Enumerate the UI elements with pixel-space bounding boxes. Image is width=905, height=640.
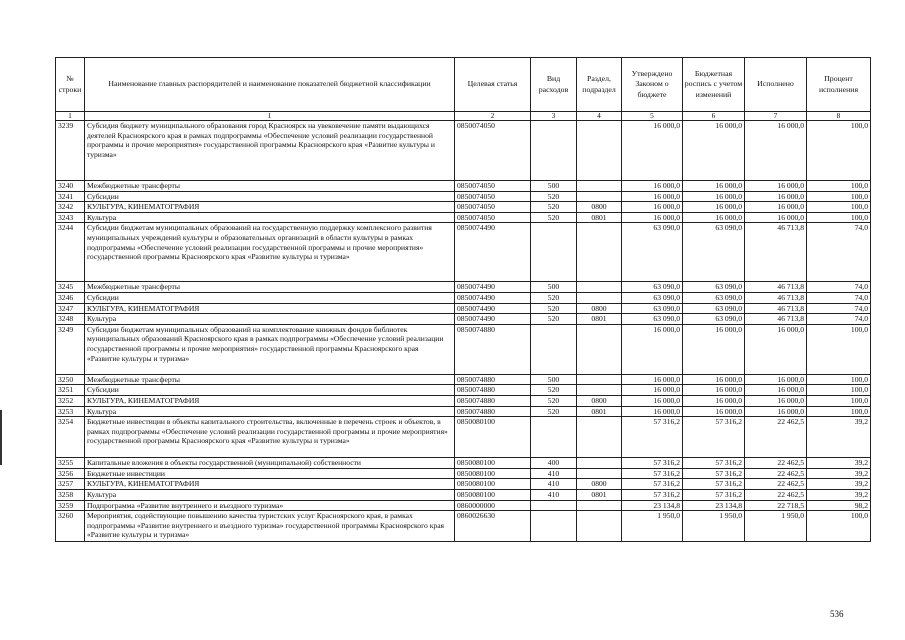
row-executed: 16 000,0: [745, 202, 807, 213]
row-approved: 63 090,0: [622, 223, 683, 282]
row-executed: 46 713,8: [745, 282, 807, 293]
row-section: [577, 374, 622, 385]
row-target-code: 0860000000: [455, 500, 531, 511]
row-number: 3249: [56, 324, 85, 374]
budget-execution-table: [55, 57, 871, 542]
row-number: 3241: [56, 191, 85, 202]
table-row: [56, 191, 871, 202]
row-name: КУЛЬТУРА, КИНЕМАТОГРАФИЯ: [85, 395, 455, 406]
row-number: 3246: [56, 292, 85, 303]
row-percent: 100,0: [807, 121, 871, 181]
column-number: 7: [745, 112, 807, 121]
row-percent: 100,0: [807, 385, 871, 396]
row-approved: 57 316,2: [622, 489, 683, 500]
header-percent: Процент исполнения: [807, 58, 871, 112]
row-name: Капитальные вложения в объекты государственной (муниципальной) собственности: [85, 458, 455, 469]
row-executed: 22 462,5: [745, 468, 807, 479]
row-section: [577, 181, 622, 192]
row-approved: 63 090,0: [622, 314, 683, 325]
table-row: [56, 324, 871, 374]
row-percent: 74,0: [807, 303, 871, 314]
row-expense-type: [531, 417, 577, 458]
row-approved: 16 000,0: [622, 374, 683, 385]
row-budget-schedule: 16 000,0: [683, 374, 745, 385]
table-row: [56, 212, 871, 223]
row-target-code: 0850074880: [455, 374, 531, 385]
table-row: [56, 181, 871, 192]
row-executed: 16 000,0: [745, 121, 807, 181]
row-name: Мероприятия, содействующие повышению качества туристских услуг Красноярского края, в рамках подпрограммы «Развитие внутреннего и въездного туризма» государственной программы Красноярского края «Развитие культуры и туризма»: [85, 511, 455, 542]
row-approved: 16 000,0: [622, 202, 683, 213]
row-name: Бюджетные инвестиции в объекты капитального строительства, включенные в перечень строек и объектов, в рамках подпрограммы «Обеспечение условий реализации государственной программы и прочие мероприятия» государственной программы Красноярского края «Развитие культуры и туризма»: [85, 417, 455, 458]
row-section: [577, 417, 622, 458]
row-percent: 100,0: [807, 324, 871, 374]
row-number: 3258: [56, 489, 85, 500]
column-number: 1: [56, 112, 85, 121]
row-percent: 100,0: [807, 406, 871, 417]
row-target-code: 0860026630: [455, 511, 531, 542]
row-percent: 39,2: [807, 489, 871, 500]
row-executed: 22 462,5: [745, 479, 807, 490]
row-name: Субсидии: [85, 292, 455, 303]
row-budget-schedule: 16 000,0: [683, 395, 745, 406]
row-approved: 63 090,0: [622, 303, 683, 314]
row-section: [577, 223, 622, 282]
row-number: 3242: [56, 202, 85, 213]
row-name: Субсидии бюджетам муниципальных образований на государственную поддержку комплексного развития муниципальных учреждений культуры и образовательных организаций в области культуры в рамках подпрограммы «Обеспечение условий реализации государственной программы и прочие мероприятия» государственной программы Красноярского края «Развитие культуры и туризма»: [85, 223, 455, 282]
row-target-code: 0850080100: [455, 417, 531, 458]
row-percent: 100,0: [807, 202, 871, 213]
header-row-number: № строки: [56, 58, 85, 112]
row-percent: 74,0: [807, 292, 871, 303]
row-percent: 98,2: [807, 500, 871, 511]
row-name: Культура: [85, 406, 455, 417]
row-approved: 63 090,0: [622, 282, 683, 293]
row-target-code: 0850074490: [455, 314, 531, 325]
row-percent: 74,0: [807, 314, 871, 325]
row-expense-type: [531, 511, 577, 542]
table-row: [56, 479, 871, 490]
row-section: 0800: [577, 479, 622, 490]
row-executed: 16 000,0: [745, 181, 807, 192]
row-executed: 16 000,0: [745, 385, 807, 396]
row-section: [577, 500, 622, 511]
row-section: 0800: [577, 202, 622, 213]
row-executed: 1 950,0: [745, 511, 807, 542]
row-approved: 16 000,0: [622, 406, 683, 417]
row-section: 0801: [577, 489, 622, 500]
header-expense-type: Вид расходов: [531, 58, 577, 112]
row-executed: 22 462,5: [745, 489, 807, 500]
row-expense-type: 520: [531, 212, 577, 223]
row-expense-type: 410: [531, 489, 577, 500]
row-executed: 16 000,0: [745, 395, 807, 406]
row-budget-schedule: 57 316,2: [683, 458, 745, 469]
table-row: [56, 468, 871, 479]
row-target-code: 0850074880: [455, 406, 531, 417]
table-row: [56, 395, 871, 406]
row-percent: 39,2: [807, 417, 871, 458]
row-expense-type: [531, 324, 577, 374]
row-target-code: 0850080100: [455, 458, 531, 469]
row-executed: 46 713,8: [745, 223, 807, 282]
table-row: [56, 223, 871, 282]
table-row: [56, 511, 871, 542]
row-percent: 39,2: [807, 468, 871, 479]
row-executed: 22 462,5: [745, 458, 807, 469]
row-budget-schedule: 16 000,0: [683, 212, 745, 223]
row-name: Культура: [85, 314, 455, 325]
row-approved: 16 000,0: [622, 181, 683, 192]
row-expense-type: 500: [531, 282, 577, 293]
row-number: 3254: [56, 417, 85, 458]
row-executed: 16 000,0: [745, 324, 807, 374]
column-number: 1: [85, 112, 455, 121]
row-approved: 57 316,2: [622, 458, 683, 469]
row-budget-schedule: 16 000,0: [683, 324, 745, 374]
column-number: 8: [807, 112, 871, 121]
row-name: Культура: [85, 489, 455, 500]
column-number: 4: [577, 112, 622, 121]
row-budget-schedule: 16 000,0: [683, 121, 745, 181]
row-expense-type: [531, 121, 577, 181]
row-section: [577, 121, 622, 181]
row-executed: 16 000,0: [745, 374, 807, 385]
table-row: [56, 282, 871, 293]
row-target-code: 0850074050: [455, 181, 531, 192]
row-name: Межбюджетные трансферты: [85, 282, 455, 293]
row-approved: 57 316,2: [622, 479, 683, 490]
row-number: 3240: [56, 181, 85, 192]
row-expense-type: 400: [531, 458, 577, 469]
row-number: 3247: [56, 303, 85, 314]
row-expense-type: 520: [531, 314, 577, 325]
row-budget-schedule: 57 316,2: [683, 489, 745, 500]
row-number: 3244: [56, 223, 85, 282]
row-name: Культура: [85, 212, 455, 223]
header-target-code: Целевая статья: [455, 58, 531, 112]
row-section: [577, 511, 622, 542]
row-expense-type: 520: [531, 406, 577, 417]
row-section: [577, 292, 622, 303]
row-budget-schedule: 57 316,2: [683, 468, 745, 479]
row-name: КУЛЬТУРА, КИНЕМАТОГРАФИЯ: [85, 479, 455, 490]
row-budget-schedule: 63 090,0: [683, 282, 745, 293]
table-row: [56, 385, 871, 396]
row-percent: 74,0: [807, 282, 871, 293]
table-header-row: [56, 58, 871, 112]
row-executed: 22 462,5: [745, 417, 807, 458]
row-number: 3252: [56, 395, 85, 406]
row-number: 3248: [56, 314, 85, 325]
header-section: Раздел, подраздел: [577, 58, 622, 112]
row-target-code: 0850074880: [455, 385, 531, 396]
table-row: [56, 202, 871, 213]
row-executed: 16 000,0: [745, 212, 807, 223]
table-row: [56, 417, 871, 458]
row-target-code: 0850080100: [455, 468, 531, 479]
column-number: 3: [531, 112, 577, 121]
row-number: 3250: [56, 374, 85, 385]
row-percent: 100,0: [807, 191, 871, 202]
row-expense-type: 500: [531, 181, 577, 192]
row-budget-schedule: 16 000,0: [683, 191, 745, 202]
row-expense-type: 520: [531, 303, 577, 314]
row-executed: 16 000,0: [745, 191, 807, 202]
row-number: 3260: [56, 511, 85, 542]
row-target-code: 0850074490: [455, 223, 531, 282]
row-percent: 74,0: [807, 223, 871, 282]
row-budget-schedule: 63 090,0: [683, 292, 745, 303]
header-approved: Утверждено Законом о бюджете: [622, 58, 683, 112]
row-number: 3239: [56, 121, 85, 181]
row-budget-schedule: 16 000,0: [683, 181, 745, 192]
header-name: Наименование главных распорядителей и наименование показателей бюджетной классификации: [85, 58, 455, 112]
table-row: [56, 303, 871, 314]
row-target-code: 0850074490: [455, 292, 531, 303]
row-approved: 57 316,2: [622, 468, 683, 479]
row-target-code: 0850074880: [455, 324, 531, 374]
column-number-row: [56, 112, 871, 121]
row-expense-type: [531, 223, 577, 282]
table-row: [56, 314, 871, 325]
row-section: [577, 282, 622, 293]
row-expense-type: [531, 500, 577, 511]
row-expense-type: 500: [531, 374, 577, 385]
table-row: [56, 121, 871, 181]
row-approved: 16 000,0: [622, 121, 683, 181]
row-target-code: 0850074050: [455, 202, 531, 213]
table-row: [56, 292, 871, 303]
row-name: Межбюджетные трансферты: [85, 181, 455, 192]
row-percent: 39,2: [807, 458, 871, 469]
row-target-code: 0850080100: [455, 489, 531, 500]
row-section: 0800: [577, 303, 622, 314]
row-target-code: 0850074050: [455, 191, 531, 202]
row-expense-type: 410: [531, 468, 577, 479]
table-row: [56, 458, 871, 469]
row-approved: 57 316,2: [622, 417, 683, 458]
row-executed: 16 000,0: [745, 406, 807, 417]
row-target-code: 0850080100: [455, 479, 531, 490]
row-section: [577, 458, 622, 469]
row-approved: 63 090,0: [622, 292, 683, 303]
row-target-code: 0850074490: [455, 282, 531, 293]
row-approved: 16 000,0: [622, 191, 683, 202]
row-percent: 100,0: [807, 511, 871, 542]
row-section: [577, 385, 622, 396]
row-percent: 100,0: [807, 395, 871, 406]
row-target-code: 0850074050: [455, 121, 531, 181]
column-number: 2: [455, 112, 531, 121]
column-number: 6: [683, 112, 745, 121]
row-executed: 46 713,8: [745, 292, 807, 303]
table-row: [56, 374, 871, 385]
row-percent: 100,0: [807, 374, 871, 385]
row-executed: 46 713,8: [745, 314, 807, 325]
row-section: 0800: [577, 395, 622, 406]
row-name: Бюджетные инвестиции: [85, 468, 455, 479]
row-target-code: 0850074490: [455, 303, 531, 314]
row-name: КУЛЬТУРА, КИНЕМАТОГРАФИЯ: [85, 202, 455, 213]
row-expense-type: 520: [531, 191, 577, 202]
row-percent: 100,0: [807, 212, 871, 223]
row-approved: 1 950,0: [622, 511, 683, 542]
row-expense-type: 520: [531, 395, 577, 406]
row-number: 3259: [56, 500, 85, 511]
row-budget-schedule: 23 134,8: [683, 500, 745, 511]
row-section: [577, 191, 622, 202]
row-approved: 16 000,0: [622, 385, 683, 396]
row-approved: 23 134,8: [622, 500, 683, 511]
row-percent: 100,0: [807, 181, 871, 192]
header-budget-schedule: Бюджетная роспись с учетом изменений: [683, 58, 745, 112]
row-section: [577, 324, 622, 374]
row-number: 3243: [56, 212, 85, 223]
row-section: 0801: [577, 212, 622, 223]
row-number: 3256: [56, 468, 85, 479]
row-name: Субсидии: [85, 191, 455, 202]
row-name: КУЛЬТУРА, КИНЕМАТОГРАФИЯ: [85, 303, 455, 314]
row-executed: 22 718,5: [745, 500, 807, 511]
row-name: Субсидия бюджету муниципального образования город Красноярск на увековечение памяти выдающихся деятелей Красноярского края в рамках подпрограммы «Обеспечение условий реализации государственной программы и прочие мероприятия» государственной программы Красноярского края «Развитие культуры и туризма»: [85, 121, 455, 181]
row-number: 3257: [56, 479, 85, 490]
scan-edge-mark: [0, 410, 2, 465]
row-name: Субсидии бюджетам муниципальных образований на комплектование книжных фондов библиотек муниципальных образований Красноярского края в рамках подпрограммы «Обеспечение условий реализации государственной программы и прочие мероприятия» государственной программы Красноярского края «Развитие культуры и туризма»: [85, 324, 455, 374]
row-expense-type: 520: [531, 385, 577, 396]
row-budget-schedule: 57 316,2: [683, 417, 745, 458]
row-section: 0801: [577, 406, 622, 417]
row-expense-type: 520: [531, 202, 577, 213]
header-executed: Исполнено: [745, 58, 807, 112]
row-budget-schedule: 16 000,0: [683, 406, 745, 417]
row-expense-type: 520: [531, 292, 577, 303]
row-approved: 16 000,0: [622, 324, 683, 374]
row-budget-schedule: 16 000,0: [683, 385, 745, 396]
row-approved: 16 000,0: [622, 212, 683, 223]
row-approved: 16 000,0: [622, 395, 683, 406]
row-name: Субсидии: [85, 385, 455, 396]
page-number: 536: [830, 609, 844, 619]
row-name: Подпрограмма «Развитие внутреннего и въездного туризма»: [85, 500, 455, 511]
row-number: 3253: [56, 406, 85, 417]
table-row: [56, 500, 871, 511]
row-percent: 39,2: [807, 479, 871, 490]
row-budget-schedule: 63 090,0: [683, 223, 745, 282]
row-budget-schedule: 63 090,0: [683, 303, 745, 314]
row-budget-schedule: 1 950,0: [683, 511, 745, 542]
row-name: Межбюджетные трансферты: [85, 374, 455, 385]
row-target-code: 0850074050: [455, 212, 531, 223]
row-section: [577, 468, 622, 479]
row-budget-schedule: 16 000,0: [683, 202, 745, 213]
row-number: 3245: [56, 282, 85, 293]
row-target-code: 0850074880: [455, 395, 531, 406]
row-executed: 46 713,8: [745, 303, 807, 314]
row-budget-schedule: 57 316,2: [683, 479, 745, 490]
row-number: 3251: [56, 385, 85, 396]
table-row: [56, 406, 871, 417]
column-number: 5: [622, 112, 683, 121]
row-budget-schedule: 63 090,0: [683, 314, 745, 325]
row-number: 3255: [56, 458, 85, 469]
row-section: 0801: [577, 314, 622, 325]
row-expense-type: 410: [531, 479, 577, 490]
table-row: [56, 489, 871, 500]
